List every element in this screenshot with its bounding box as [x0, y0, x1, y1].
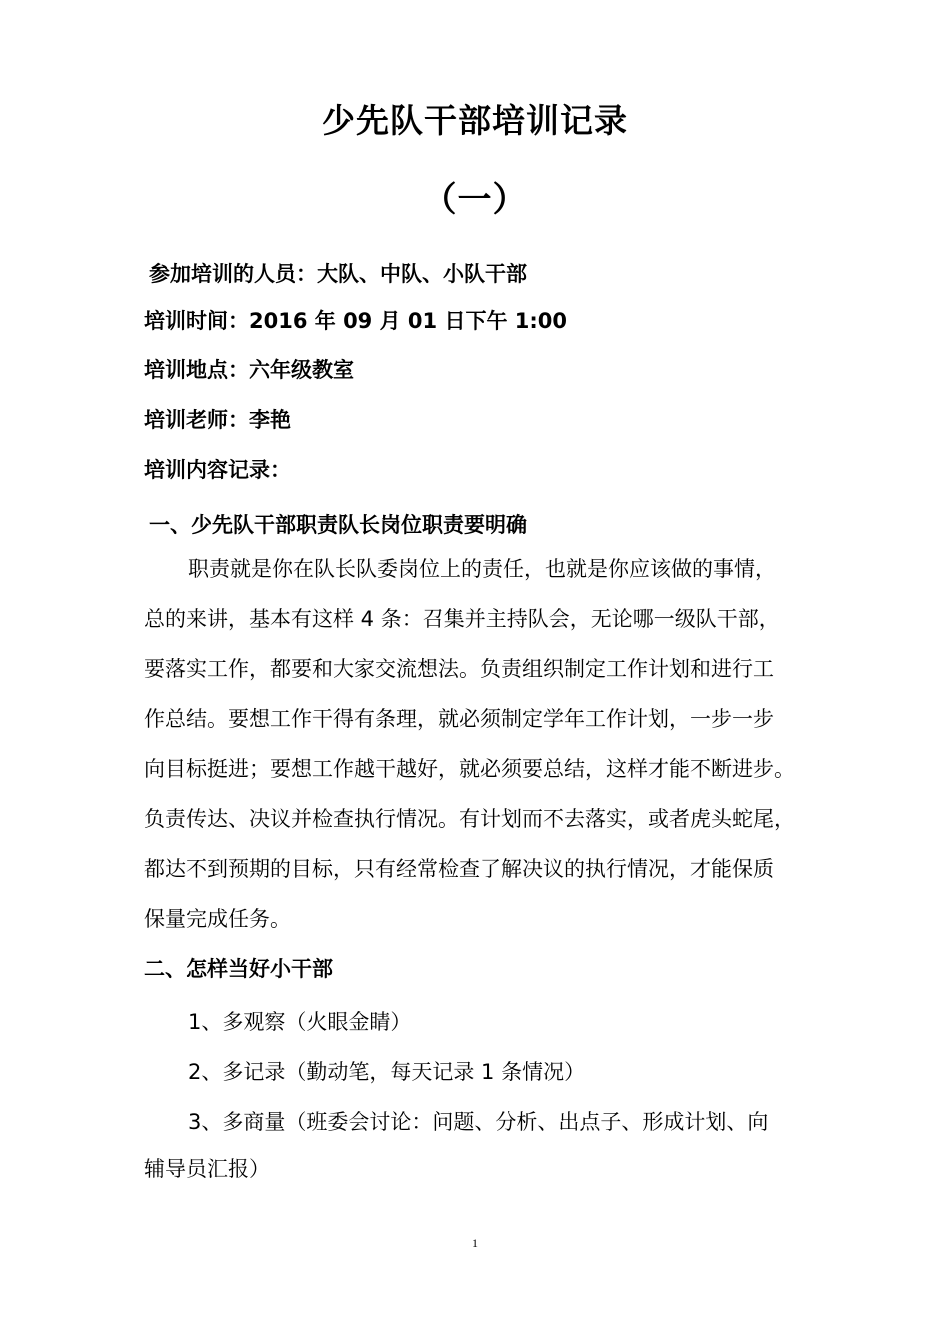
participants-line: 参加培训的人员：大队、中队、小队干部	[149, 262, 527, 286]
section2-heading: 二、怎样当好小干部	[144, 957, 333, 981]
section1-line: 作总结。要想工作干得有条理，就必须制定学年工作计划，一步一步	[144, 707, 774, 731]
document-title: 少先队干部培训记录	[322, 101, 628, 140]
section1-line: 要落实工作，都要和大家交流想法。负责组织制定工作计划和进行工	[144, 657, 774, 681]
section1-line: 保量完成任务。	[144, 907, 291, 931]
content-heading: 培训内容记录：	[144, 458, 291, 482]
section1-line: 职责就是你在队长队委岗位上的责任，也就是你应该做的事情，	[188, 557, 776, 581]
section1-line: 都达不到预期的目标，只有经常检查了解决议的执行情况，才能保质	[144, 857, 774, 881]
time-line: 培训时间：2016 年 09 月 01 日下午 1:00	[144, 309, 567, 333]
section1-line: 负责传达、决议并检查执行情况。有计划而不去落实，或者虎头蛇尾，	[144, 807, 795, 831]
section2-item-3-continued: 辅导员汇报）	[144, 1157, 270, 1181]
section1-line: 总的来讲，基本有这样 4 条：召集并主持队会，无论哪一级队干部，	[144, 607, 780, 631]
section2-item-3: 3、多商量（班委会讨论：问题、分析、出点子、形成计划、向	[188, 1110, 769, 1134]
page-number: 1	[472, 1236, 478, 1250]
location-line: 培训地点：六年级教室	[144, 358, 354, 382]
section2-item-1: 1、多观察（火眼金睛）	[188, 1010, 412, 1034]
document-subtitle: （一）	[422, 180, 528, 220]
section2-item-2: 2、多记录（勤动笔，每天记录 1 条情况）	[188, 1060, 586, 1084]
section1-line: 向目标挺进；要想工作越干越好，就必须要总结，这样才能不断进步。	[144, 757, 795, 781]
teacher-line: 培训老师：李艳	[144, 408, 291, 432]
section1-heading: 一、少先队干部职责队长岗位职责要明确	[149, 513, 527, 537]
